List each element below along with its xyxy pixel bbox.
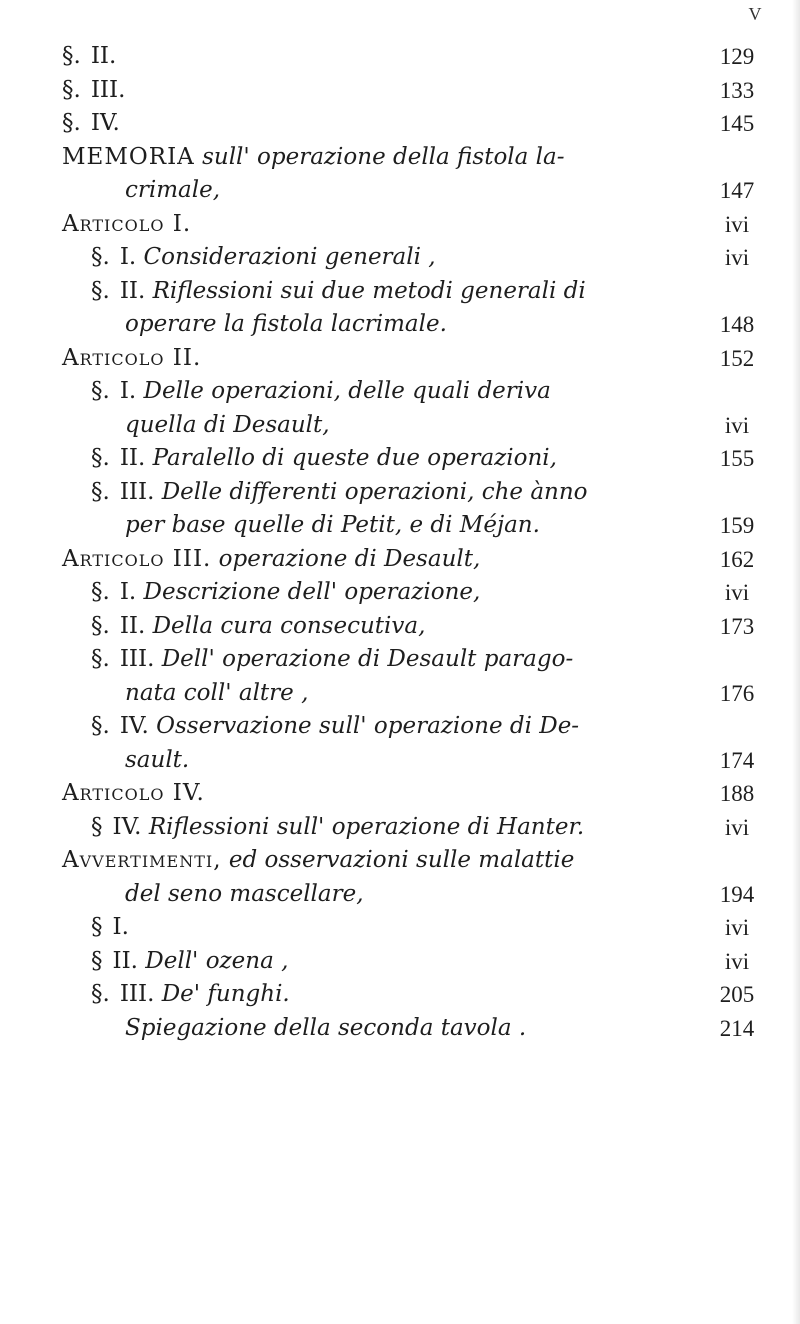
toc-entry bbox=[62, 811, 772, 845]
toc-entry bbox=[62, 208, 772, 242]
toc-entry-title bbox=[62, 74, 125, 108]
toc-entry bbox=[62, 576, 772, 610]
toc-entry bbox=[62, 409, 772, 443]
subsection-number: I. bbox=[119, 378, 137, 404]
section-mark: §. bbox=[91, 713, 110, 739]
subsection-title: Della cura consecutiva, bbox=[152, 612, 426, 639]
subsection-title: Dell' ozena , bbox=[145, 947, 289, 974]
page-edge-shadow bbox=[792, 0, 800, 1324]
subsection-number: II. bbox=[119, 445, 146, 471]
section-mark: §. bbox=[91, 244, 110, 270]
toc-entry bbox=[62, 342, 772, 376]
toc-entry-title bbox=[91, 576, 480, 610]
toc-entry bbox=[62, 677, 772, 711]
toc-entry-title bbox=[91, 911, 129, 945]
page-number: 194 bbox=[719, 881, 755, 907]
toc-entry-title bbox=[91, 710, 579, 744]
section-number: II. bbox=[90, 43, 117, 69]
page-number: 188 bbox=[719, 781, 755, 806]
subsection-number: I. bbox=[119, 579, 137, 605]
section-mark: §. bbox=[91, 646, 110, 672]
section-mark: §. bbox=[62, 110, 81, 136]
toc-entry bbox=[62, 476, 772, 510]
toc-entry-title bbox=[91, 375, 551, 409]
toc-entry-title bbox=[125, 174, 220, 208]
memoria-heading: MEMORIA bbox=[62, 143, 195, 170]
subsection-title: Delle operazioni, delle quali deriva bbox=[143, 378, 551, 404]
toc-entry bbox=[62, 275, 772, 309]
continuation-text: del seno mascellare, bbox=[125, 880, 364, 907]
section-mark: §. bbox=[91, 981, 110, 1007]
subsection-number: III. bbox=[119, 478, 155, 505]
article-heading: Avvertimenti, bbox=[62, 847, 222, 873]
table-of-contents bbox=[62, 40, 772, 1045]
page-number: 159 bbox=[719, 513, 755, 538]
toc-entry-title bbox=[91, 945, 288, 979]
toc-entry bbox=[62, 241, 772, 275]
page-number: ivi bbox=[724, 948, 750, 974]
page-number: 145 bbox=[719, 111, 755, 136]
page-number: 205 bbox=[719, 982, 755, 1007]
subsection-number: III. bbox=[119, 981, 155, 1007]
subsection-title: Riflessioni sull' operazione di Hanter. bbox=[148, 813, 585, 840]
continuation-text: operare la fistola lacrimale. bbox=[125, 311, 447, 337]
continuation-text: Spiegazione della seconda tavola . bbox=[125, 1014, 527, 1041]
section-mark: §. bbox=[91, 478, 110, 505]
page-number: 162 bbox=[719, 546, 755, 572]
toc-entry bbox=[62, 442, 772, 476]
toc-entry bbox=[62, 308, 772, 342]
memoria-title: sull' operazione della fistola la- bbox=[202, 143, 565, 170]
toc-entry-title bbox=[91, 610, 425, 644]
article-heading: Articolo IV. bbox=[62, 780, 205, 806]
toc-entry-title bbox=[125, 1012, 526, 1046]
toc-entry bbox=[62, 40, 772, 74]
toc-entry bbox=[62, 643, 772, 677]
toc-entry bbox=[62, 777, 772, 811]
section-mark: § bbox=[91, 813, 103, 840]
toc-entry bbox=[62, 509, 772, 543]
page-number: 155 bbox=[719, 446, 755, 471]
page-number: 176 bbox=[719, 680, 755, 706]
toc-entry-title bbox=[91, 442, 557, 476]
toc-entry bbox=[62, 878, 772, 912]
subsection-title: Considerazioni generali , bbox=[143, 244, 436, 270]
page-number: 214 bbox=[719, 1015, 755, 1041]
toc-entry-title bbox=[91, 811, 584, 845]
toc-entry-title bbox=[91, 476, 588, 510]
toc-entry-title bbox=[125, 878, 364, 912]
toc-entry bbox=[62, 978, 772, 1012]
toc-entry bbox=[62, 1012, 772, 1046]
subsection-number: IV. bbox=[119, 713, 149, 739]
toc-entry bbox=[62, 744, 772, 778]
section-mark: § bbox=[91, 914, 103, 940]
page-number: 174 bbox=[719, 747, 755, 773]
article-heading: Articolo I. bbox=[62, 210, 192, 237]
continuation-text: crimale, bbox=[125, 177, 221, 203]
page-number: 129 bbox=[719, 44, 755, 69]
section-mark: § bbox=[91, 947, 103, 974]
page-number: ivi bbox=[724, 211, 750, 237]
toc-entry bbox=[62, 543, 772, 577]
toc-entry bbox=[62, 610, 772, 644]
toc-entry bbox=[62, 945, 772, 979]
toc-entry bbox=[62, 174, 772, 208]
toc-entry-title bbox=[62, 777, 205, 811]
toc-entry-title bbox=[62, 141, 565, 175]
toc-entry bbox=[62, 844, 772, 878]
toc-entry-title bbox=[91, 643, 573, 677]
article-heading: Articolo III. bbox=[62, 545, 212, 572]
subsection-number: IV. bbox=[112, 813, 142, 840]
page-folio: V bbox=[748, 4, 762, 24]
toc-entry-title bbox=[125, 308, 447, 342]
section-mark: §. bbox=[91, 378, 110, 404]
toc-entry bbox=[62, 141, 772, 175]
subsection-title: Dell' operazione di Desault parago- bbox=[161, 646, 574, 672]
continuation-text: quella di Desault, bbox=[125, 411, 330, 438]
section-mark: §. bbox=[62, 76, 81, 103]
toc-entry-title bbox=[62, 844, 574, 878]
article-heading: Articolo II. bbox=[62, 344, 202, 371]
section-mark: §. bbox=[91, 277, 110, 304]
toc-entry-title bbox=[91, 275, 586, 309]
subsection-number: II. bbox=[112, 947, 138, 974]
section-mark: §. bbox=[91, 579, 110, 605]
subsection-title: Paralello di queste due operazioni, bbox=[152, 445, 557, 471]
article-subtitle: operazione di Desault, bbox=[218, 545, 481, 572]
section-mark: §. bbox=[91, 445, 110, 471]
page-number: 133 bbox=[719, 77, 755, 103]
toc-entry bbox=[62, 710, 772, 744]
toc-entry-title bbox=[125, 509, 540, 543]
page-number: 152 bbox=[719, 345, 755, 371]
article-subtitle: ed osservazioni sulle malattie bbox=[228, 847, 575, 873]
toc-entry-title bbox=[62, 342, 201, 376]
section-number: III. bbox=[90, 76, 126, 103]
toc-entry-title bbox=[125, 409, 330, 443]
continuation-text: per base quelle di Petit, e di Méjan. bbox=[125, 512, 540, 538]
toc-entry-title bbox=[62, 107, 120, 141]
page-number: 147 bbox=[719, 178, 755, 203]
subsection-title: Osservazione sull' operazione di De- bbox=[156, 713, 580, 739]
subsection-number: II. bbox=[119, 277, 146, 304]
page-number: ivi bbox=[724, 814, 750, 840]
section-mark: §. bbox=[62, 43, 81, 69]
toc-entry-title bbox=[91, 978, 290, 1012]
toc-entry-title bbox=[62, 40, 116, 74]
toc-entry bbox=[62, 107, 772, 141]
subsection-number: I. bbox=[119, 244, 137, 270]
subsection-number: I. bbox=[112, 914, 129, 940]
section-number: IV. bbox=[90, 110, 120, 136]
subsection-number: II. bbox=[119, 612, 146, 639]
page-number: ivi bbox=[724, 580, 750, 605]
page-number: 148 bbox=[719, 312, 755, 337]
subsection-title: De' funghi. bbox=[161, 981, 290, 1007]
page-number: 173 bbox=[719, 613, 755, 639]
toc-entry-title bbox=[62, 208, 191, 242]
subsection-number: III. bbox=[119, 646, 155, 672]
toc-entry-title bbox=[91, 241, 436, 275]
toc-entry bbox=[62, 375, 772, 409]
subsection-title: Descrizione dell' operazione, bbox=[143, 579, 481, 605]
toc-entry-title bbox=[125, 677, 308, 711]
continuation-text: sault. bbox=[125, 746, 190, 773]
toc-entry bbox=[62, 911, 772, 945]
subsection-title: Riflessioni sui due metodi generali di bbox=[152, 277, 586, 304]
toc-entry-title bbox=[62, 543, 480, 577]
subsection-title: Delle differenti operazioni, che ànno bbox=[161, 478, 588, 505]
section-mark: §. bbox=[91, 612, 110, 639]
page-number: ivi bbox=[724, 915, 750, 940]
toc-entry bbox=[62, 74, 772, 108]
continuation-text: nata coll' altre , bbox=[125, 679, 309, 706]
page-number: ivi bbox=[724, 412, 750, 438]
page-number: ivi bbox=[724, 245, 750, 270]
toc-entry-title bbox=[125, 744, 189, 778]
